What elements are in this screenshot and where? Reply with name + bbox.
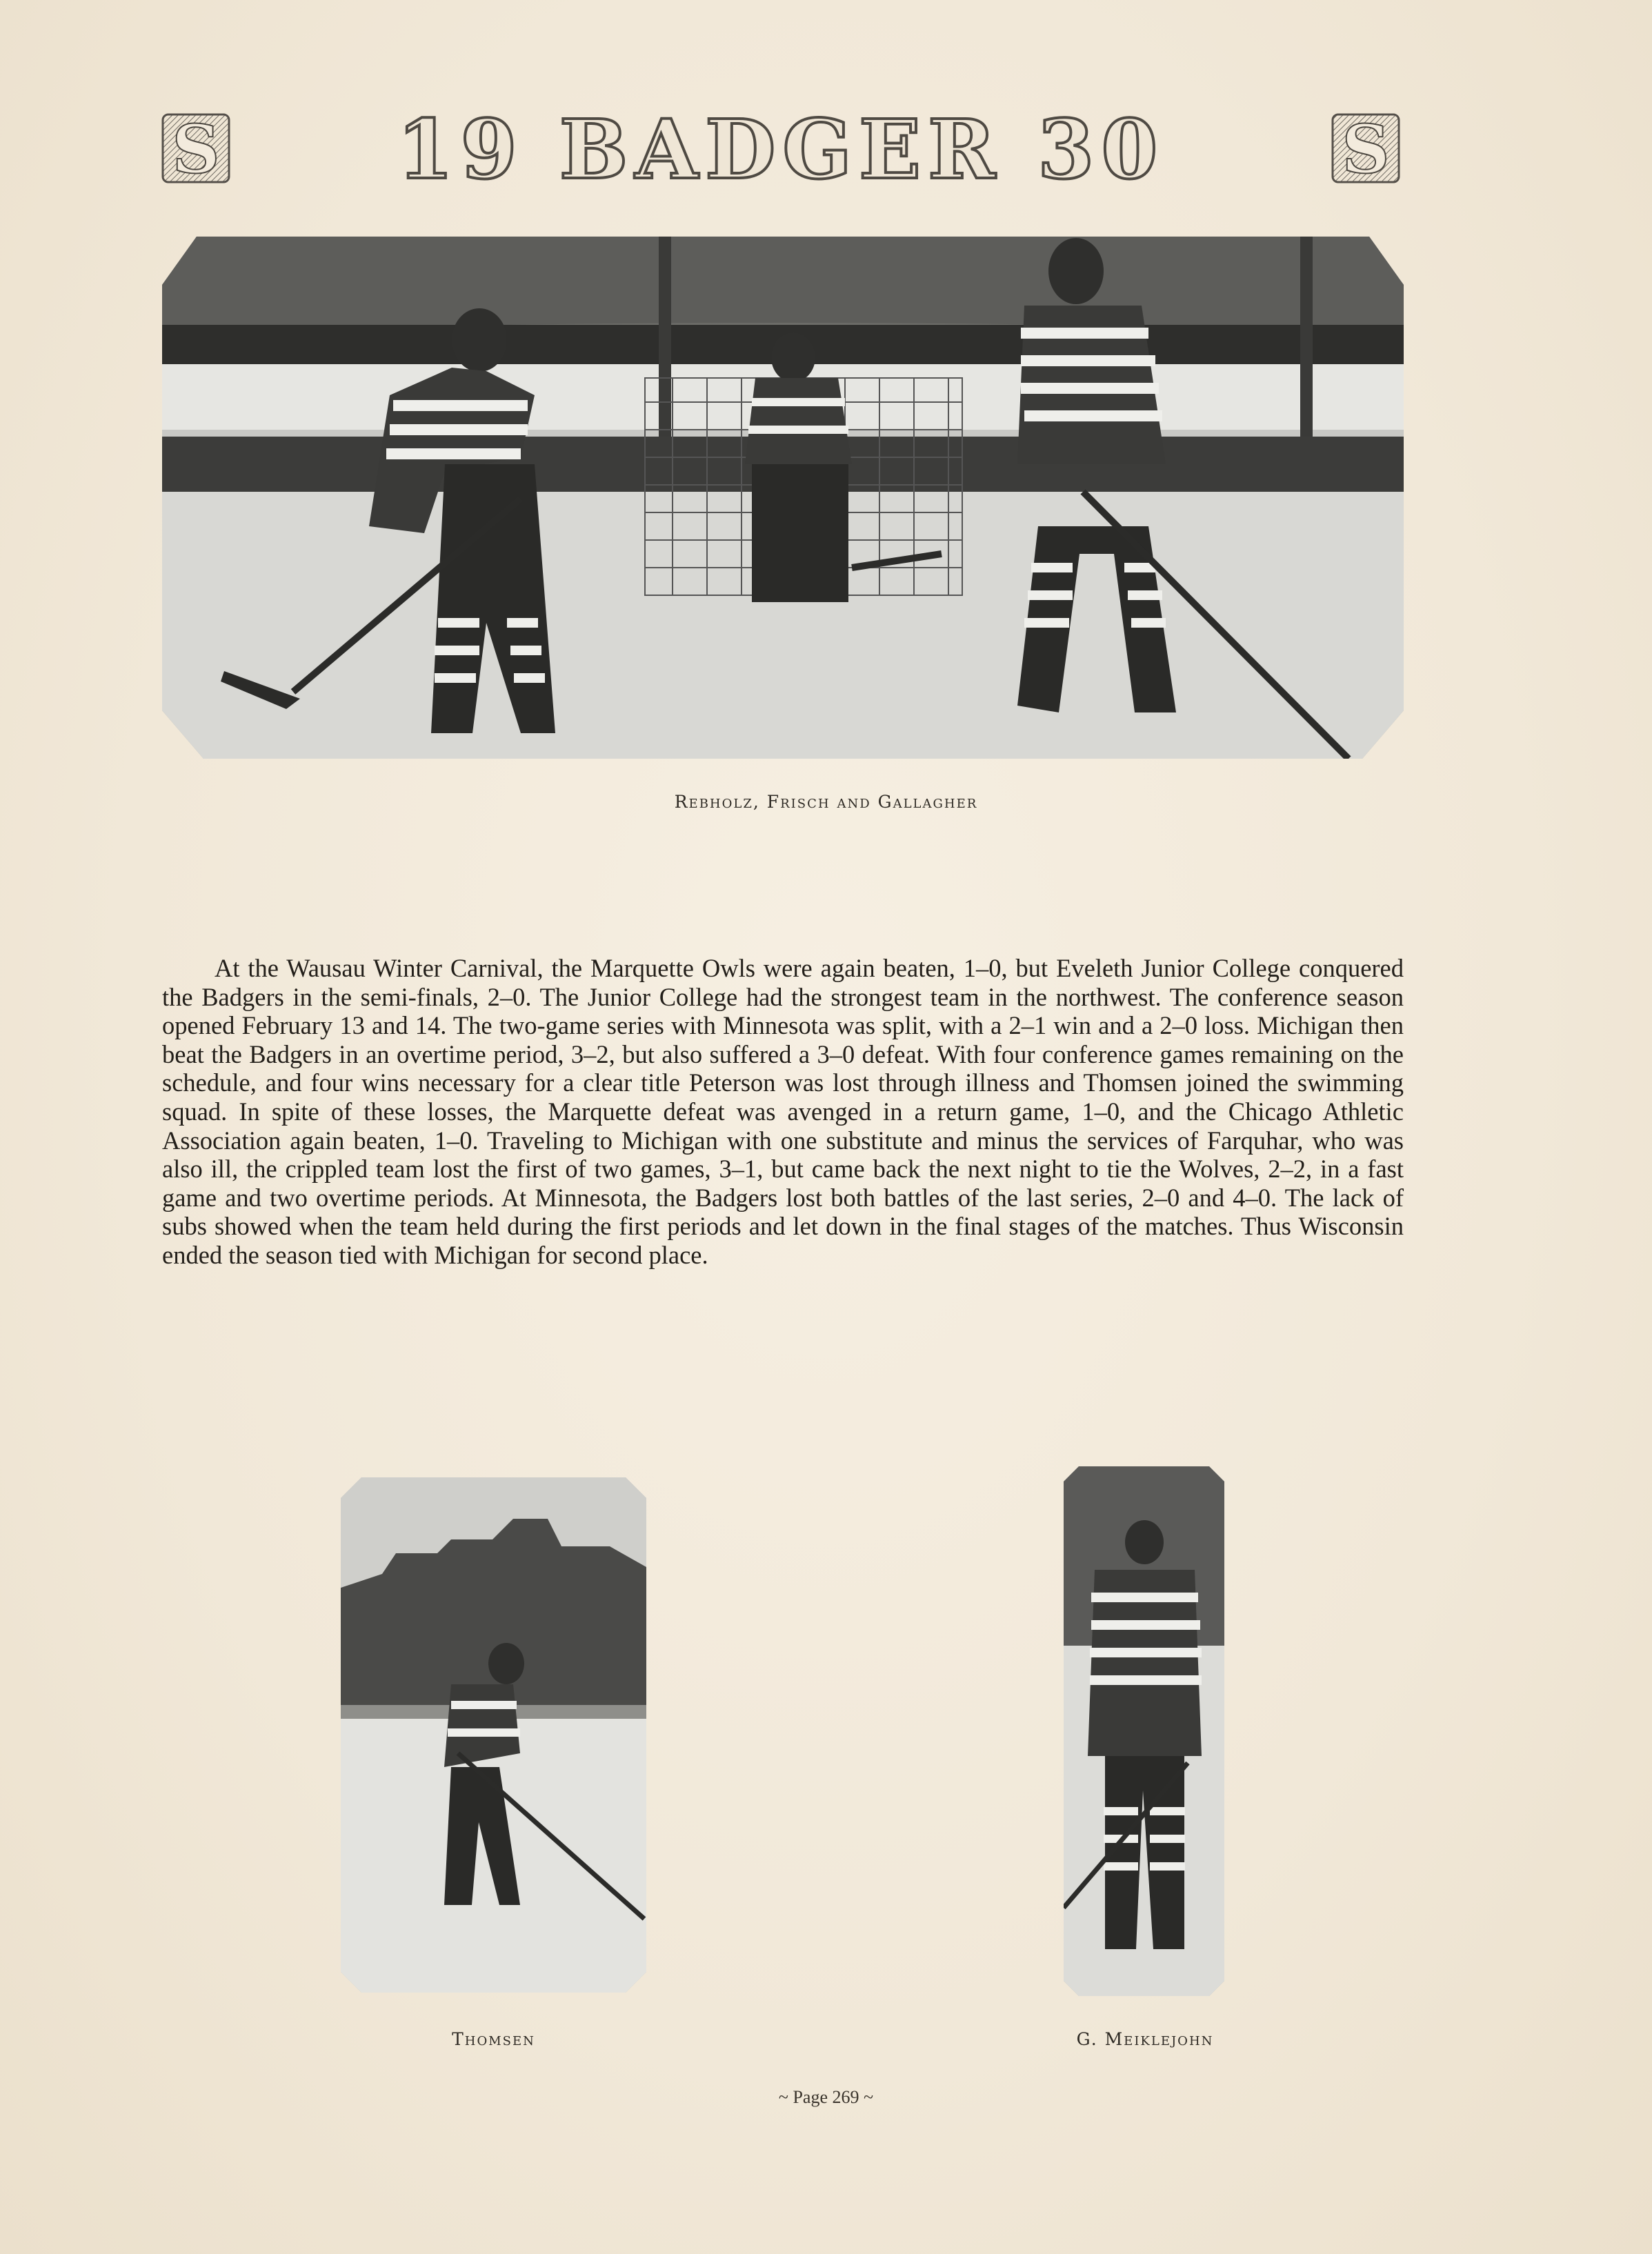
caption-thomsen: Thomsen — [452, 2029, 535, 2049]
svg-text:S: S — [1342, 110, 1390, 188]
caption-meiklejohn: G. Meiklejohn — [1076, 2029, 1214, 2049]
masthead-title: 19 BADGER 30 — [397, 103, 1165, 193]
caption-top-photo: Rebholz, Frisch and Gallagher — [674, 792, 978, 812]
ornament-right — [1333, 110, 1399, 188]
photo-thomsen — [341, 1477, 646, 1993]
badger-masthead — [160, 103, 1402, 193]
photo-rebholz-frisch-gallagher — [162, 237, 1404, 759]
svg-text:S: S — [172, 110, 220, 188]
ornament-left — [163, 110, 229, 188]
photo-g-meiklejohn — [1064, 1466, 1224, 1996]
page-number: ~ Page 269 ~ — [778, 2087, 874, 2107]
article-paragraph: At the Wausau Winter Carnival, the Marquette Owls were again beaten, 1–0, but Eveleth Junior College conquered the Badgers in the semi-finals, 2–0. The Junior College had the strongest team in the northwest. The conference season opened February 13 and 14. The two-game series with Minnesota was split, with a 2–1 win and a 2–0 loss. Michigan then beat the Badgers in an overtime period, 3–2, but also suffered a 3–0 defeat. With four conference games remaining on the schedule, and four wins necessary for a clear title Peterson was lost through illness and Thomsen joined the swimming squad. In spite of these losses, the Marquette defeat was avenged in a return game, 1–0, and the Chicago Athletic Association again beaten, 1–0. Traveling to Michigan with one substitute and minus the services of Farquhar, who was also ill, the crippled team lost the first of two games, 3–1, but came back the next night to tie the Wolves, 2–2, in a fast game and two overtime periods. At Minnesota, the Badgers lost both battles of the last series, 2–0 and 4–0. The lack of subs showed when the team held during the first periods and let down in the final stages of the matches. Thus Wisconsin ended the season tied with Michigan for second place. — [162, 954, 1404, 1269]
